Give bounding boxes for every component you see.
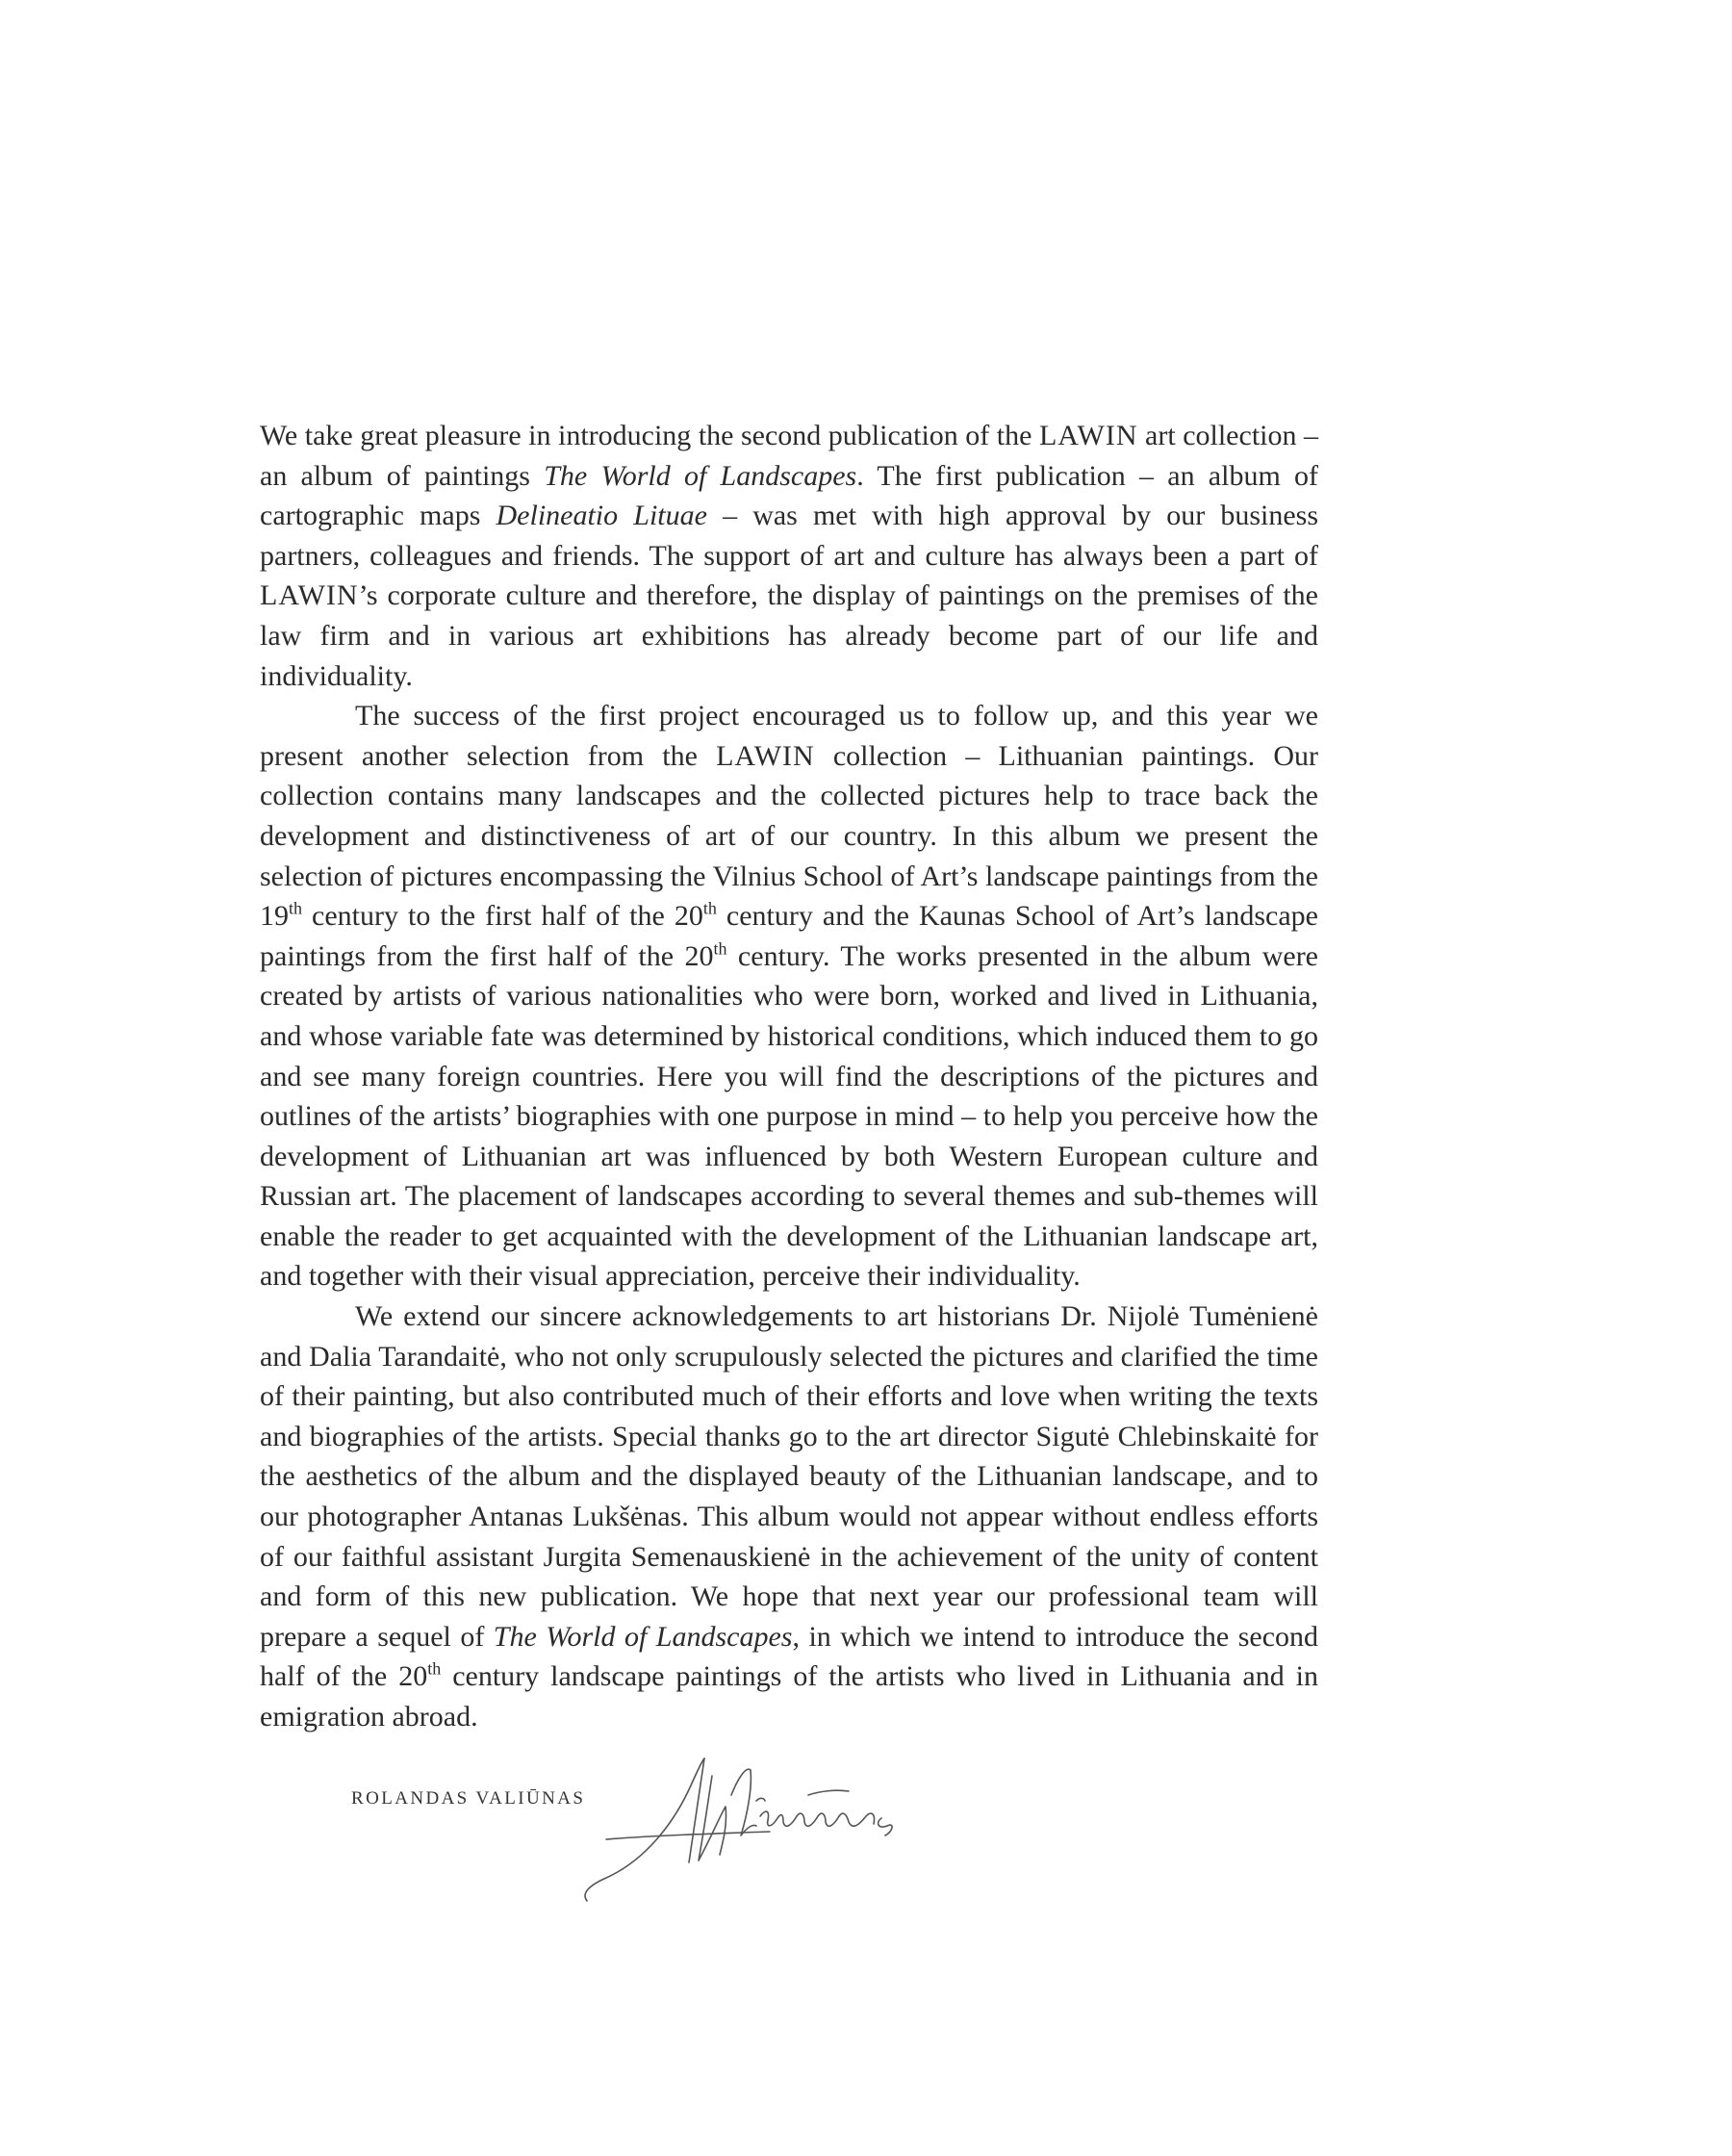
- ordinal-suffix: th: [702, 898, 717, 918]
- ordinal-suffix: th: [713, 938, 727, 959]
- book-title: The World of Landscapes: [493, 1620, 793, 1653]
- paragraph-1: We take great pleasure in introducing the second publication of the LAWIN art collection – an album of paintings The World of Landscapes. The first publication – an album of cartographic maps Delineatio Lituae – was met with high approval by our business partners, colleagues and friends. The support of art and culture has always been a part of LAWIN’s corporate culture and therefore, the display of paintings on the premises of the law firm and in various art exhibitions has already become part of our life and individuality.: [260, 420, 1319, 692]
- foreword-text: [260, 416, 1318, 1737]
- book-title: Delineatio Lituae: [496, 500, 707, 532]
- book-title: The World of Landscapes: [544, 459, 857, 492]
- ordinal-suffix: th: [289, 898, 303, 918]
- lawin-name: LAWIN: [260, 579, 359, 612]
- author-name: ROLANDAS VALIŪNAS: [351, 1788, 586, 1809]
- lawin-name: LAWIN: [716, 739, 815, 772]
- paragraph-3: We extend our sincere acknowledgements to art historians Dr. Nijolė Tumėnienė and Dalia Tarandaitė, who not only scrupulously selected the pictures and clarified the time of their painting, but also contributed much of their efforts and love when writing the texts and biographies of the artists. Special thanks go to the art director Sigutė Chlebinskaitė for the aesthetics of the album and the displayed beauty of the Lithuanian landscape, and to our photographer Antanas Lukšėnas. This album would not appear without endless efforts of our faithful assistant Jurgita Semenauskienė in the achievement of the unity of content and form of this new publication. We hope that next year our professional team will prepare a sequel of The World of Landscapes, in which we intend to introduce the second half of the 20th century landscape paintings of the artists who lived in Lithuania and in emigration abroad.: [260, 1300, 1319, 1732]
- lawin-name: LAWIN: [1038, 420, 1138, 451]
- signature-block: [351, 1747, 1025, 1920]
- handwritten-signature: [568, 1747, 933, 1911]
- ordinal-suffix: th: [427, 1658, 442, 1679]
- paragraph-2: The success of the first project encouraged us to follow up, and this year we present another selection from the LAWIN collection – Lithuanian paintings. Our collection contains many landscapes and the collected pictures help to trace back the development and distinctiveness of art of our country. In this album we present the selection of pictures encompassing the Vilnius School of Art’s landscape paintings from the 19th century to the first half of the 20th century and the Kaunas School of Art’s landscape paintings from the first half of the 20th century. The works presented in the album were created by artists of various nationalities who were born, worked and lived in Lithuania, and whose variable fate was determined by historical conditions, which induced them to go and see many foreign countries. Here you will find the descriptions of the pictures and outlines of the artists’ biographies with one purpose in mind – to help you perceive how the development of Lithuanian art was influenced by both Western European culture and Russian art. The placement of landscapes according to several themes and sub-themes will enable the reader to get acquainted with the development of the Lithuanian landscape art, and together with their visual appreciation, perceive their individuality.: [260, 700, 1318, 1293]
